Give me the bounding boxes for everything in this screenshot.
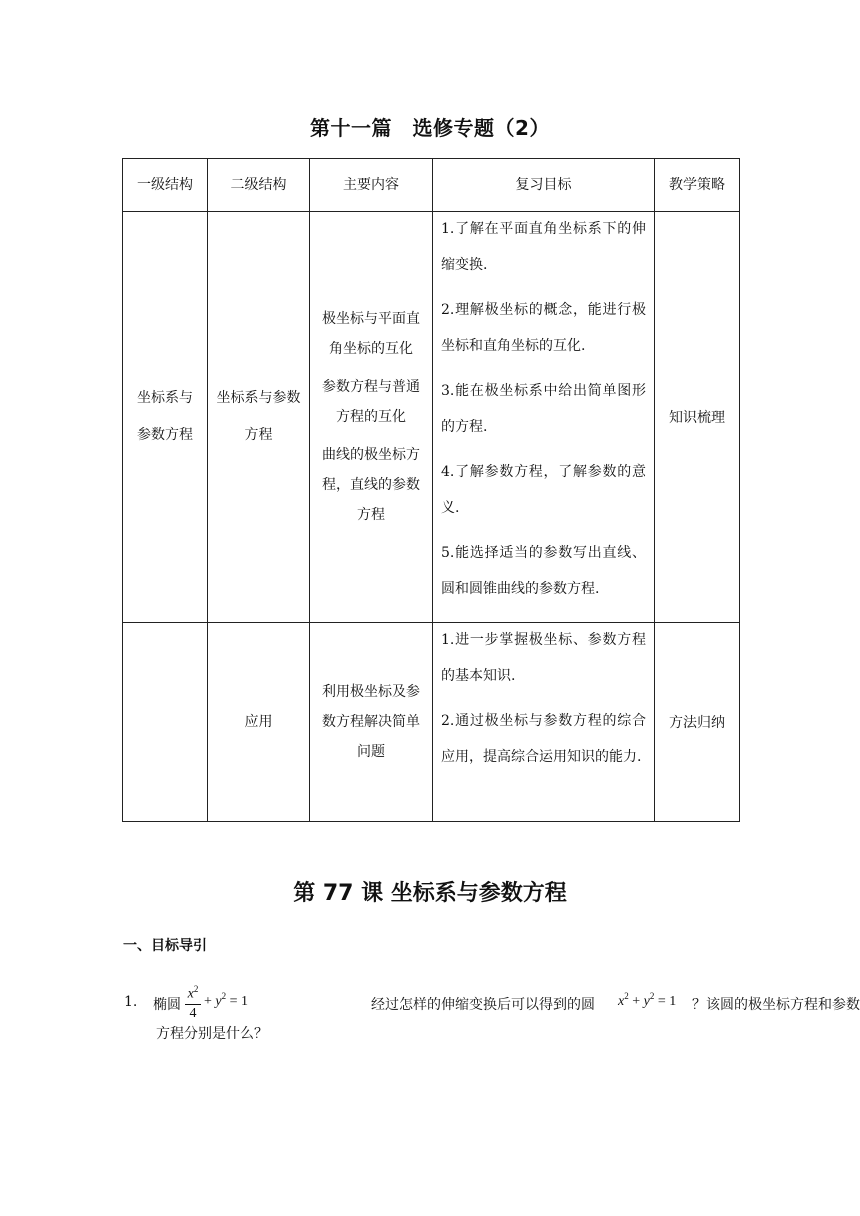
goal-item: 2.通过极坐标与参数方程的综合应用，提高综合运用知识的能力. — [441, 713, 646, 765]
cell-level2: 坐标系与参数方程 — [208, 212, 310, 623]
content-item: 曲线的极坐标方程，直线的参数方程 — [322, 447, 420, 523]
goal-item: 5.能选择适当的参数写出直线、圆和圆锥曲线的参数方程. — [441, 545, 646, 597]
cell-level1 — [123, 623, 208, 822]
cell-contents — [310, 212, 433, 623]
content-item: 极坐标与平面直角坐标的互化 — [322, 311, 420, 357]
circle-equation: $x^2 + y^2 = 1$ — [618, 991, 677, 1009]
goal-item: 1.进一步掌握极坐标、参数方程的基本知识. — [441, 632, 646, 684]
table-row — [123, 212, 740, 623]
cell-contents — [310, 623, 433, 822]
goal-item: 2.理解极坐标的概念，能进行极坐标和直角坐标的互化. — [441, 302, 646, 354]
goal-item: 3.能在极坐标系中给出简单图形的方程. — [441, 383, 646, 435]
question-line — [124, 980, 860, 1021]
question-line: 方程分别是什么？ — [156, 1026, 268, 1042]
cell-strategy: 方法归纳 — [655, 623, 740, 822]
fraction-denominator: 4 — [189, 1005, 197, 1021]
question-text: 椭圆 — [153, 997, 181, 1013]
table-header-row — [123, 159, 740, 212]
header-strategy: 教学策略 — [655, 159, 740, 212]
table-row — [123, 623, 740, 822]
review-plan-table — [122, 158, 740, 822]
goal-item: 1.了解在平面直角坐标系下的伸缩变换. — [441, 221, 646, 273]
header-level1: 一级结构 — [123, 159, 208, 212]
cell-level1: 坐标系与参数方程 — [123, 212, 208, 623]
cell-strategy: 知识梳理 — [655, 212, 740, 623]
question-number: 1. — [124, 994, 138, 1010]
ellipse-equation-rest: + $y^2 = 1$ — [204, 991, 249, 1009]
fraction-numerator: $x^2$ — [185, 980, 201, 1005]
section-heading: 一、目标导引 — [123, 938, 207, 954]
cell-level2: 应用 — [208, 623, 310, 822]
lesson-title: 第 77 课 坐标系与参数方程 — [293, 881, 567, 906]
content-item: 利用极坐标及参数方程解决简单问题 — [322, 684, 420, 760]
header-content: 主要内容 — [310, 159, 433, 212]
cell-goals — [433, 212, 655, 623]
cell-goals — [433, 623, 655, 822]
goal-item: 4.了解参数方程，了解参数的意义. — [441, 464, 646, 516]
question-text: 经过怎样的伸缩变换后可以得到的圆 — [371, 997, 595, 1013]
content-item: 参数方程与普通方程的互化 — [322, 379, 420, 425]
fraction — [185, 980, 201, 1023]
header-goals: 复习目标 — [433, 159, 655, 212]
question-text: ？该圆的极坐标方程和参数 — [692, 997, 860, 1013]
question-1 — [124, 980, 860, 1044]
header-level2: 二级结构 — [208, 159, 310, 212]
page-title: 第十一篇 选修专题（2） — [310, 116, 550, 140]
